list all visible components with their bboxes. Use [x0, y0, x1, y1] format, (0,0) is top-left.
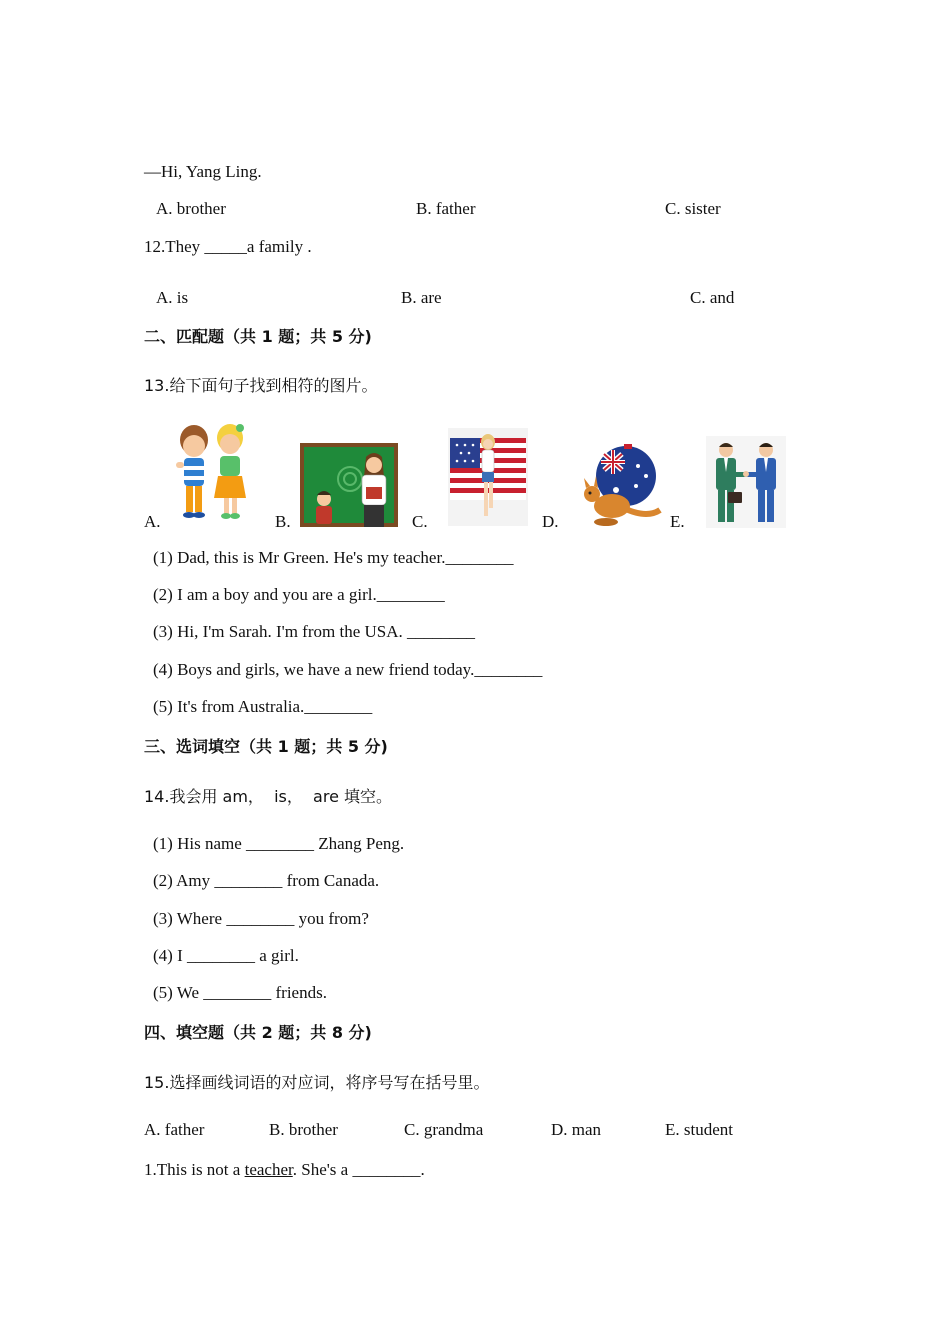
- q11-option-b: B. father: [416, 199, 476, 218]
- q14-sentence-3: (3) Where ________ you from?: [153, 909, 369, 928]
- q14-sentence-2: (2) Amy ________ from Canada.: [153, 871, 380, 890]
- boy-and-girl-icon: [172, 418, 252, 528]
- q11-option-a: A. brother: [156, 199, 226, 218]
- q11-dialog-line: —Hi, Yang Ling.: [144, 162, 262, 181]
- picture-label-e: E.: [670, 512, 685, 531]
- q13-sentence-4: (4) Boys and girls, we have a new friend today.________: [153, 660, 543, 679]
- q12-option-c: C. and: [690, 288, 735, 307]
- q14-title: 14.我会用 am， is， are 填空。: [144, 787, 393, 806]
- section3-heading: 三、选词填空（共 1 题；共 5 分): [144, 737, 388, 756]
- picture-label-a: A.: [144, 512, 161, 531]
- q13-sentence-1: (1) Dad, this is Mr Green. He's my teacher.________: [153, 548, 514, 567]
- picture-label-b: B.: [275, 512, 291, 531]
- teacher-at-blackboard-icon: [300, 443, 400, 529]
- q13-title: 13.给下面句子找到相符的图片。: [144, 376, 378, 395]
- picture-label-c: C.: [412, 512, 428, 531]
- q15-option-a: A. father: [144, 1120, 205, 1139]
- q15-option-e: E. student: [665, 1120, 733, 1139]
- q12-option-a: A. is: [156, 288, 189, 307]
- q12-question: 12.They _____a family .: [144, 237, 312, 256]
- picture-label-d: D.: [542, 512, 559, 531]
- section4-heading: 四、填空题（共 2 题；共 8 分): [144, 1023, 372, 1042]
- q15-option-d: D. man: [551, 1120, 602, 1139]
- girl-with-usa-flag-icon: [448, 428, 528, 526]
- kangaroo-australia-globe-icon: [576, 440, 664, 530]
- q15-item-1-prefix: 1.This is not a: [144, 1160, 245, 1179]
- q13-sentence-5: (5) It's from Australia.________: [153, 697, 373, 716]
- q15-item-1-underlined-word: teacher: [244, 1160, 293, 1179]
- q13-sentence-3: (3) Hi, I'm Sarah. I'm from the USA. ________: [153, 622, 475, 641]
- q12-option-b: B. are: [401, 288, 442, 307]
- q15-item-1-suffix: . She's a ________.: [292, 1160, 425, 1179]
- section2-heading: 二、匹配题（共 1 题；共 5 分): [144, 327, 372, 346]
- q15-option-b: B. brother: [269, 1120, 338, 1139]
- q15-title: 15.选择画线词语的对应词，将序号写在括号里。: [144, 1073, 490, 1092]
- q14-sentence-4: (4) I ________ a girl.: [153, 946, 299, 965]
- businessmen-handshake-icon: [706, 436, 786, 528]
- q13-sentence-2: (2) I am a boy and you are a girl.________: [153, 585, 445, 604]
- q14-sentence-1: (1) His name ________ Zhang Peng.: [153, 834, 405, 853]
- q15-item-1: [144, 1159, 425, 1181]
- q15-option-c: C. grandma: [404, 1120, 484, 1139]
- q14-sentence-5: (5) We ________ friends.: [153, 983, 327, 1002]
- q11-option-c: C. sister: [665, 199, 721, 218]
